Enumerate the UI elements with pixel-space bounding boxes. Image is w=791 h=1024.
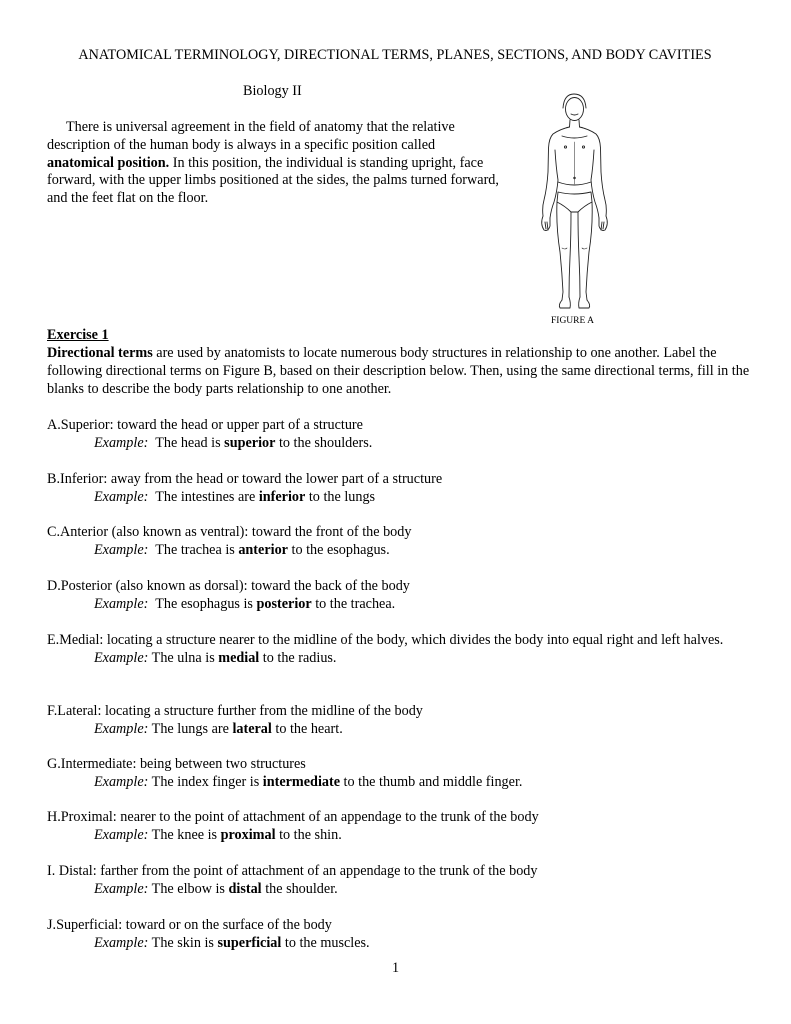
term-example: Example: The intestines are inferior to the lungs [94, 488, 376, 505]
exercise-heading: Exercise 1 [47, 327, 109, 343]
intro-text-2: In this position, the individual is standing upright, face forward, with the upper limbs positioned at the sides, the palms turned forward, and the feet flat on the floor. [47, 154, 499, 207]
intro-text-1: There is universal agreement in the field of anatomy that the relative description of the human body is always in a specific position called [47, 119, 455, 153]
term-example: Example: The head is superior to the shoulders. [94, 434, 373, 451]
term-medial [47, 632, 752, 668]
example-label: Example: [94, 595, 149, 612]
example-bold-term: intermediate [262, 773, 340, 790]
example-bold-term: superior [224, 434, 276, 451]
term-inferior [47, 471, 752, 507]
example-label: Example: [94, 434, 149, 451]
course-subtitle: Biology II [243, 83, 302, 99]
term-posterior [47, 578, 752, 614]
term-definition: J.Superficial: toward or on the surface of the body [47, 917, 332, 933]
page-number: 1 [392, 960, 400, 976]
term-definition: F.Lateral: locating a structure further from the midline of the body [47, 703, 423, 719]
example-label: Example: [94, 541, 149, 558]
term-example: Example: The skin is superficial to the muscles. [94, 934, 370, 951]
figure-caption: FIGURE A [551, 316, 595, 326]
intro-bold-term: anatomical position. [47, 154, 170, 171]
term-definition: E.Medial: locating a structure nearer to the midline of the body, which divides the body into equal right and left halves. [47, 632, 724, 648]
term-anterior [47, 524, 752, 560]
term-definition: D.Posterior (also known as dorsal): toward the back of the body [47, 578, 410, 594]
example-label: Example: [94, 880, 149, 897]
term-definition: B.Inferior: away from the head or toward the lower part of a structure [47, 471, 443, 487]
example-label: Example: [94, 720, 149, 737]
term-definition: C.Anterior (also known as ventral): toward the front of the body [47, 524, 412, 540]
intro-paragraph [47, 119, 502, 208]
example-label: Example: [94, 934, 149, 951]
example-bold-term: superficial [217, 934, 282, 951]
term-superior [47, 417, 752, 453]
term-definition: H.Proximal: nearer to the point of attachment of an appendage to the trunk of the body [47, 809, 539, 825]
term-example: Example: The elbow is distal the shoulder. [94, 880, 338, 897]
example-label: Example: [94, 773, 149, 790]
term-definition: A.Superior: toward the head or upper part of a structure [47, 417, 363, 433]
term-lateral [47, 703, 752, 739]
term-definition: I. Distal: farther from the point of attachment of an appendage to the trunk of the body [47, 863, 538, 879]
exercise-intro [47, 345, 752, 398]
term-example: Example: The trachea is anterior to the esophagus. [94, 541, 390, 558]
example-label: Example: [94, 649, 149, 666]
example-bold-term: inferior [258, 488, 306, 505]
example-bold-term: medial [218, 649, 260, 666]
term-example: Example: The esophagus is posterior to the trachea. [94, 595, 396, 612]
page-title: ANATOMICAL TERMINOLOGY, DIRECTIONAL TERMS, PLANES, SECTIONS, AND BODY CAVITIES [78, 47, 712, 63]
exercise-bold-term: Directional terms [47, 345, 153, 361]
example-bold-term: anterior [238, 541, 288, 558]
example-bold-term: posterior [256, 595, 312, 612]
term-proximal [47, 809, 752, 845]
term-example: Example: The lungs are lateral to the heart. [94, 720, 343, 737]
term-example: Example: The index finger is intermediate to the thumb and middle finger. [94, 773, 523, 790]
example-bold-term: proximal [220, 826, 276, 843]
exercise-text: are used by anatomists to locate numerous body structures in relationship to one another. Label the following directional terms on Figure B, based on their description below. Then, using the same directional terms, fill in the blanks to describe the body parts relationship to one another. [47, 345, 750, 397]
term-superficial [47, 917, 752, 953]
term-intermediate [47, 756, 752, 792]
term-distal [47, 863, 752, 899]
example-label: Example: [94, 488, 149, 505]
human-figure-icon [520, 92, 630, 312]
term-example: Example: The ulna is medial to the radius. [94, 649, 337, 666]
term-definition: G.Intermediate: being between two structures [47, 756, 306, 772]
example-label: Example: [94, 826, 149, 843]
example-bold-term: lateral [232, 720, 272, 737]
term-example: Example: The knee is proximal to the shin. [94, 826, 342, 843]
example-bold-term: distal [228, 880, 262, 897]
